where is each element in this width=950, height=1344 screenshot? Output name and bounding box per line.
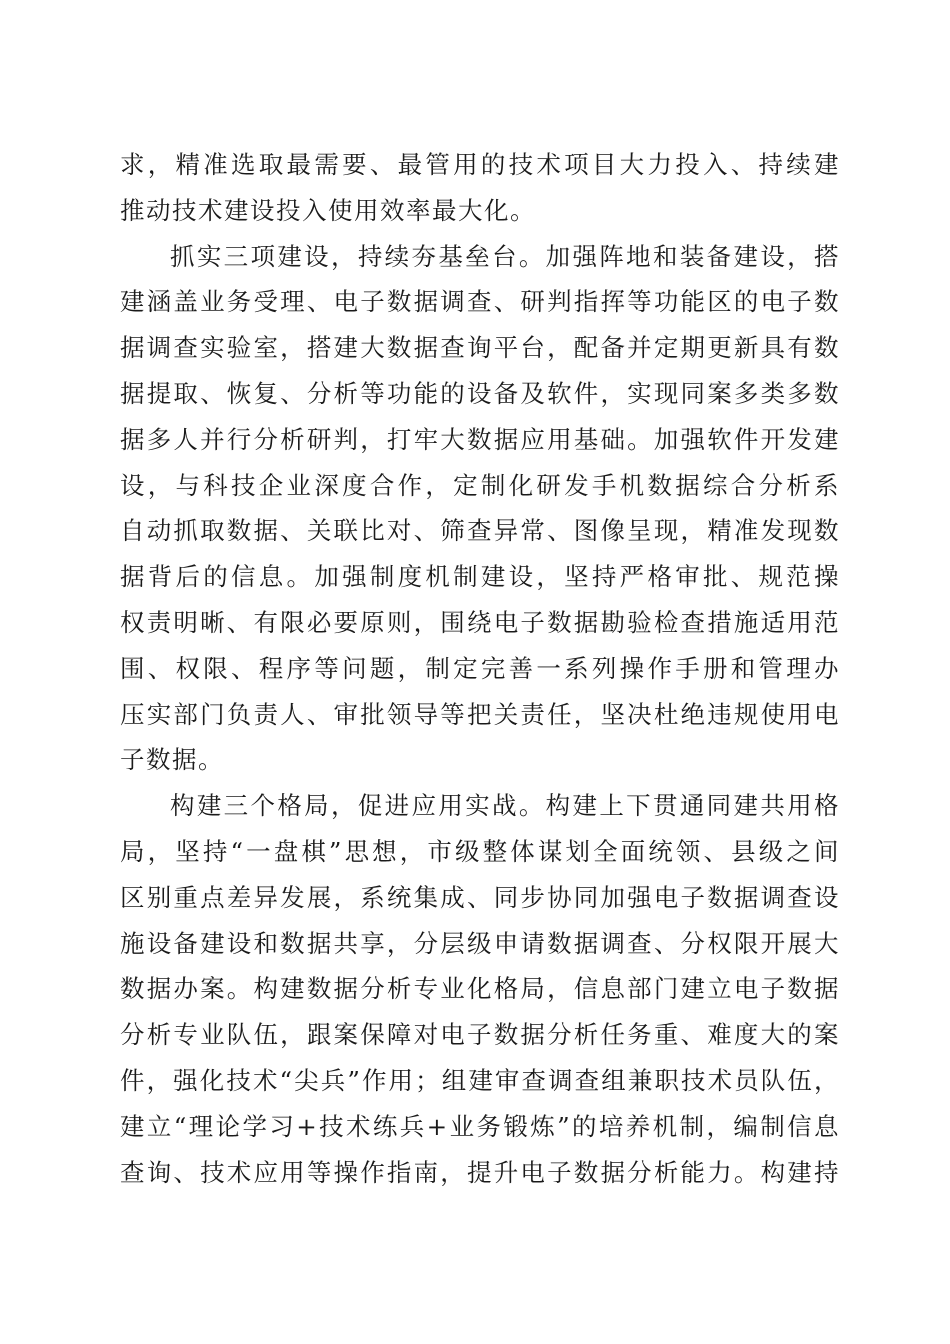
text-line-17: 区别重点差异发展，系统集成、同步协同加强电子数据调查设 (120, 882, 840, 912)
text-line-23: 查询、技术应用等操作指南，提升电子数据分析能力。构建持 (120, 1157, 840, 1187)
body-text (120, 142, 840, 1195)
text-line-12: 围、权限、程序等问题，制定完善一系列操作手册和管理办 (120, 653, 840, 683)
text-line-10: 据背后的信息。加强制度机制建设，坚持严格审批、规范操 (120, 562, 840, 592)
text-line-3: 抓实三项建设，持续夯基垒台。加强阵地和装备建设，搭 (170, 241, 840, 271)
text-line-15: 构建三个格局，促进应用实战。构建上下贯通同建共用格 (170, 791, 840, 821)
text-line-4: 建涵盖业务受理、电子数据调查、研判指挥等功能区的电子数 (120, 287, 840, 317)
text-line-9: 自动抓取数据、关联比对、筛查异常、图像呈现，精准发现数 (120, 516, 840, 546)
text-line-18: 施设备建设和数据共享，分层级申请数据调查、分权限开展大 (120, 928, 840, 958)
text-line-5: 据调查实验室，搭建大数据查询平台，配备并定期更新具有数 (120, 333, 840, 363)
text-line-8: 设，与科技企业深度合作，定制化研发手机数据综合分析系 (120, 470, 840, 500)
text-line-21: 件，强化技术“尖兵”作用；组建审查调查组兼职技术员队伍， (120, 1065, 840, 1095)
text-line-14: 子数据。 (120, 745, 224, 775)
text-line-2: 推动技术建设投入使用效率最大化。 (120, 195, 536, 225)
text-line-1: 求，精准选取最需要、最管用的技术项目大力投入、持续建 (120, 150, 840, 179)
text-line-20: 分析专业队伍，跟案保障对电子数据分析任务重、难度大的案 (120, 1020, 840, 1050)
text-line-19: 数据办案。构建数据分析专业化格局，信息部门建立电子数据 (120, 974, 840, 1004)
text-line-22: 建立“理论学习+技术练兵+业务锻炼”的培养机制，编制信息 (120, 1111, 840, 1141)
text-line-6: 据提取、恢复、分析等功能的设备及软件，实现同案多类多数 (120, 378, 840, 408)
text-line-16: 局，坚持“一盘棋”思想，市级整体谋划全面统领、县级之间 (120, 836, 840, 866)
text-line-7: 据多人并行分析研判，打牢大数据应用基础。加强软件开发建 (120, 424, 840, 454)
text-line-11: 权责明晰、有限必要原则，围绕电子数据勘验检查措施适用范 (120, 607, 840, 637)
text-line-13: 压实部门负责人、审批领导等把关责任，坚决杜绝违规使用电 (120, 699, 840, 729)
